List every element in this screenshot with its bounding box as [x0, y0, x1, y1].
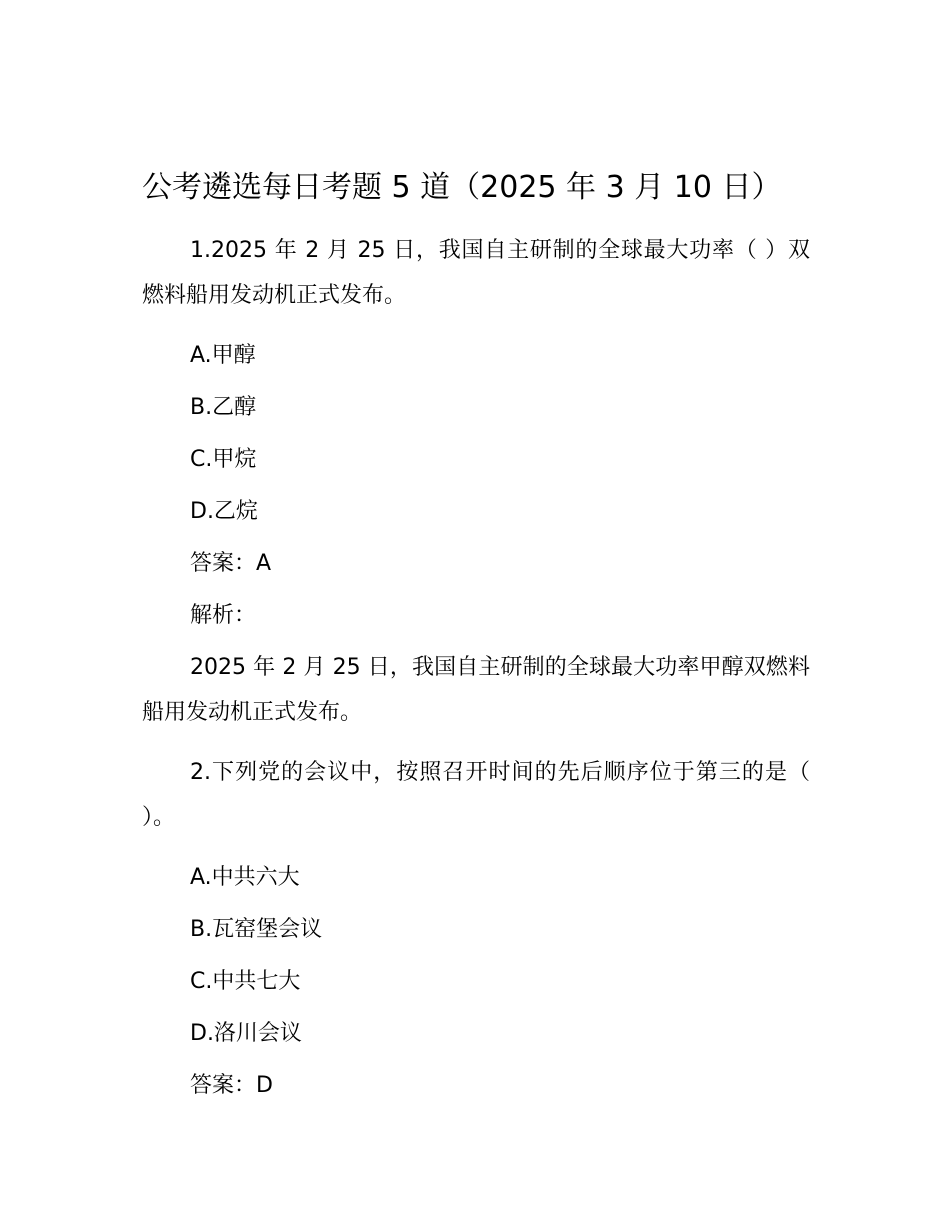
question-1-answer: 答案：A [190, 551, 272, 576]
question-2-option-d: D.洛川会议 [190, 1021, 302, 1046]
question-1-option-c: C.甲烷 [190, 447, 257, 472]
question-2-option-c: C.中共七大 [190, 969, 301, 994]
question-2-text: 2.下列党的会议中，按照召开时间的先后顺序位于第三的是（ ）。 [142, 760, 810, 830]
question-1-option-b: B.乙醇 [190, 395, 257, 420]
question-1-analysis-text: 2025 年 2 月 25 日，我国自主研制的全球最大功率甲醇双燃料船用发动机正式发布。 [142, 655, 810, 725]
question-2-option-b: B.瓦窑堡会议 [190, 917, 323, 942]
question-1-option-a: A.甲醇 [190, 343, 256, 368]
document-title: 公考遴选每日考题 5 道（2025 年 3 月 10 日） [142, 170, 782, 205]
question-1-analysis-label: 解析： [190, 603, 257, 628]
document-body [142, 228, 810, 1115]
question-1-option-d: D.乙烷 [190, 499, 258, 524]
question-2-option-a: A.中共六大 [190, 865, 300, 890]
question-1-text: 1.2025 年 2 月 25 日，我国自主研制的全球最大功率（ ）双燃料船用发动机正式发布。 [142, 238, 810, 308]
question-2-answer: 答案：D [190, 1073, 273, 1098]
